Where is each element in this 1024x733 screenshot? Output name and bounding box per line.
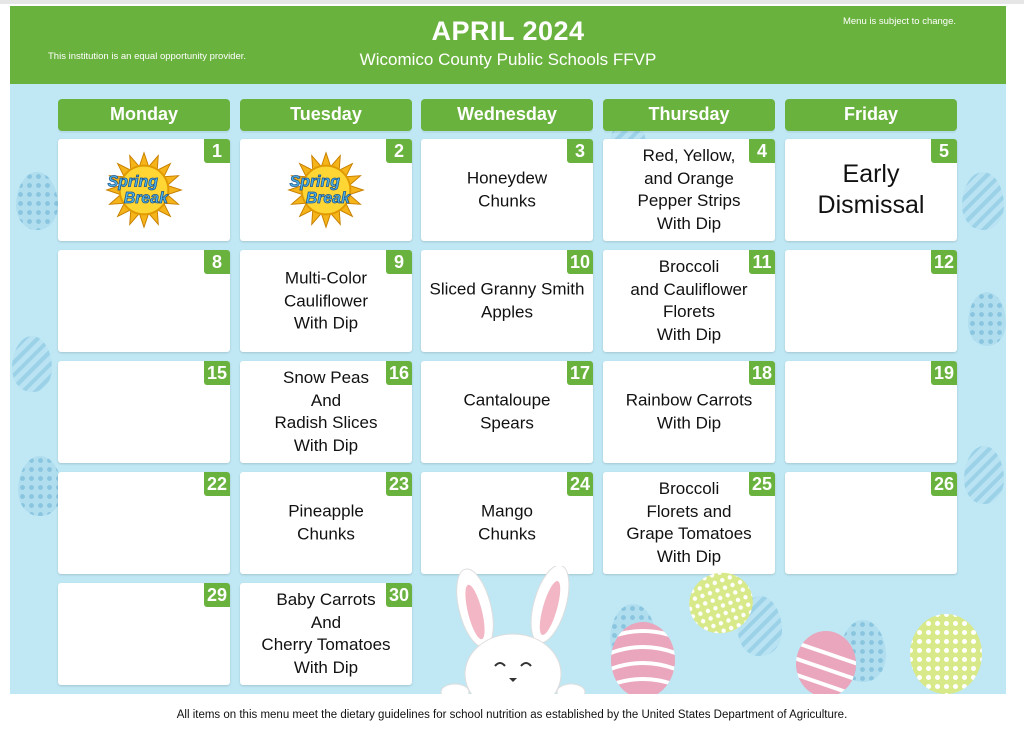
menu-item-line: Multi-Color [284,268,368,288]
calendar-page [10,6,1006,694]
day-cell-1 [58,139,230,241]
menu-item-line: Chunks [297,524,355,543]
pink-striped-egg-icon [608,618,678,694]
day-cell-30 [240,583,412,685]
menu-item [785,159,957,221]
background-egg-icon [964,446,1004,504]
menu-item-line: With Dip [293,435,359,455]
day-cell-22 [58,472,230,574]
menu-item-line: Pineapple [288,501,364,521]
menu-item [603,390,775,435]
menu-item-line: Sliced Granny Smith [429,279,585,299]
date-number: 1 [204,139,230,163]
day-cell-15 [58,361,230,463]
day-cell-16 [240,361,412,463]
header-banner [10,6,1006,84]
date-number: 17 [567,361,593,385]
menu-change-note: Menu is subject to change. [842,16,956,27]
menu-item-line: Cherry Tomatoes [261,635,391,654]
day-cell-23 [240,472,412,574]
menu-item-line: And [310,390,342,410]
day-header-monday: Monday [58,99,230,131]
spring-break-line2: Break [123,190,168,208]
spring-break-line1: Spring [107,173,158,191]
day-header-tuesday: Tuesday [240,99,412,131]
date-number: 9 [386,250,412,274]
day-cell-8 [58,250,230,352]
date-number: 29 [204,583,230,607]
date-number: 11 [749,250,775,274]
day-cell-26 [785,472,957,574]
menu-item-line: Red, Yellow, [642,146,736,165]
menu-item-line: With Dip [293,657,359,677]
spring-break-line1: Spring [289,173,340,191]
background-egg-icon [12,336,52,392]
menu-item-line: Apples [481,302,533,321]
menu-item [421,279,593,324]
day-cell-5 [785,139,957,241]
menu-item-line: With Dip [656,546,722,566]
day-cell-18 [603,361,775,463]
day-cell-12 [785,250,957,352]
spring-break-logo [88,143,200,237]
background-egg-icon [18,456,62,516]
usda-footer-note: All items on this menu meet the dietary guidelines for school nutrition as established by the United States Department of Agriculture. [176,709,848,721]
day-cell-19 [785,361,957,463]
menu-item-line: and Orange [644,168,734,188]
menu-item-line: Grape Tomatoes [626,524,752,543]
background-egg-icon [16,172,58,230]
day-cell-17 [421,361,593,463]
day-header-friday: Friday [785,99,957,131]
date-number: 16 [386,361,412,385]
day-cell-29 [58,583,230,685]
spring-break-logo [270,143,382,237]
date-number: 3 [567,139,593,163]
date-number: 10 [567,250,593,274]
menu-item-line: Cauliflower [283,290,369,310]
day-cell-3 [421,139,593,241]
spring-break-line2: Break [305,190,350,208]
day-cell-9 [240,250,412,352]
menu-item [240,367,412,457]
yellow-dotted-egg-icon [686,570,756,636]
day-cell-10 [421,250,593,352]
menu-item [421,168,593,213]
date-number: 12 [931,250,957,274]
menu-item-line: Florets and [646,501,732,521]
day-cell-24 [421,472,593,574]
page-subtitle: Wicomico County Public Schools FFVP [359,50,657,69]
date-number: 26 [931,472,957,496]
date-number: 4 [749,139,775,163]
menu-item-line: With Dip [656,324,722,344]
menu-item-line: and Cauliflower [630,279,748,299]
date-number: 18 [749,361,775,385]
date-number: 25 [749,472,775,496]
day-cell-4 [603,139,775,241]
date-number: 2 [386,139,412,163]
menu-item-line: Broccoli [658,257,720,276]
menu-item-line: Chunks [478,191,536,210]
date-number: 19 [931,361,957,385]
menu-item-line: Snow Peas [283,368,369,387]
day-header-thursday: Thursday [603,99,775,131]
menu-item-line: With Dip [656,213,722,233]
date-number: 22 [204,472,230,496]
menu-item [240,589,412,679]
date-number: 30 [386,583,412,607]
background-egg-icon [968,292,1006,346]
menu-item-line: Rainbow Carrots [625,390,753,410]
date-number: 24 [567,472,593,496]
menu-item-line: Broccoli [658,479,720,498]
menu-item [421,390,593,435]
menu-item-line: Dismissal [817,191,925,219]
date-number: 8 [204,250,230,274]
menu-item [603,145,775,235]
yellow-dotted-egg-icon [906,610,986,694]
menu-item [603,256,775,346]
date-number: 5 [931,139,957,163]
menu-item-line: Early [842,160,900,188]
menu-item-line: Baby Carrots [276,590,376,609]
menu-item [603,478,775,568]
bunny-illustration [435,566,595,694]
date-number: 15 [204,361,230,385]
menu-item [240,267,412,335]
menu-item-line: Florets [663,302,715,321]
date-number: 23 [386,472,412,496]
page-title: APRIL 2024 [431,16,585,46]
menu-item [421,501,593,546]
menu-item-line: Spears [480,413,534,432]
menu-item-line: Cantaloupe [463,390,551,410]
menu-item-line: And [310,612,342,632]
menu-item-line: Honeydew [466,168,548,188]
menu-item-line: With Dip [656,413,722,432]
menu-item-line: With Dip [293,313,359,333]
day-cell-25 [603,472,775,574]
menu-item [240,501,412,546]
menu-item-line: Radish Slices [274,413,378,432]
menu-item-line: Chunks [478,524,536,543]
equal-opportunity-note: This institution is an equal opportunity provider. [48,51,247,62]
background-egg-icon [962,172,1004,230]
pink-striped-egg-icon [794,628,858,694]
menu-item-line: Pepper Strips [637,191,741,210]
menu-item-line: Mango [481,501,533,521]
day-header-wednesday: Wednesday [421,99,593,131]
day-cell-11 [603,250,775,352]
top-border [0,0,1024,4]
day-cell-2 [240,139,412,241]
